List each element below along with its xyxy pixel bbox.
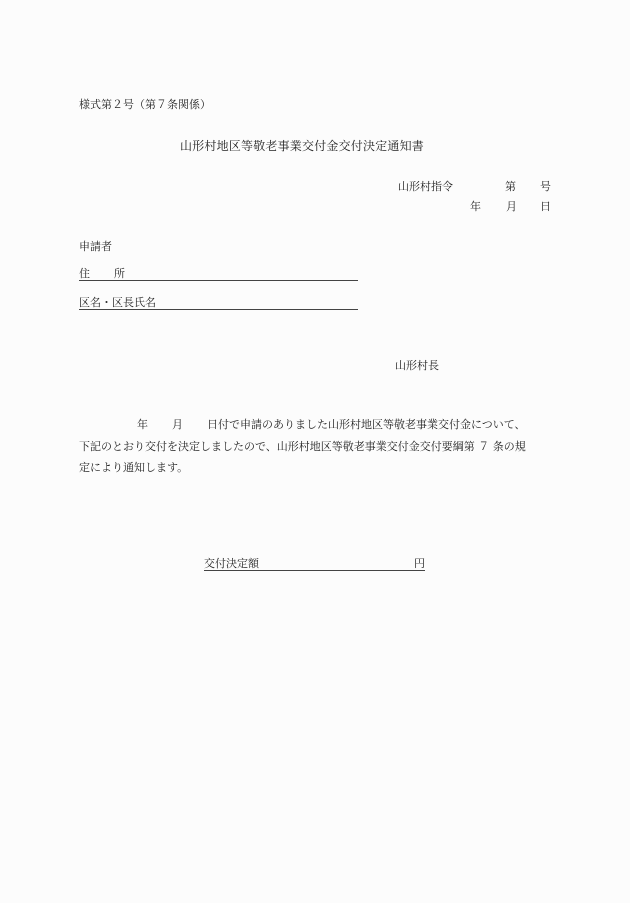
reference-number-prefix: 第 [505,180,516,193]
date-day: 日 [540,200,551,213]
notice-body [79,414,554,479]
issuer-label: 山形村指令 [398,180,453,193]
district-head-name-field[interactable] [79,294,358,310]
address-label-2: 所 [114,267,125,280]
yen-unit: 円 [414,557,425,570]
body-line-2: 下記のとおり交付を決定しましたので、山形村地区等敬老事業交付金交付要綱第 ７ 条の規 [79,439,526,453]
form-number: 様式第２号（第７条関係） [79,98,211,111]
applicant-heading: 申請者 [79,240,112,253]
district-head-name-label: 区名・区長氏名 [79,296,156,309]
address-label-1: 住 [79,267,90,280]
body-line-1 [79,414,554,436]
body-line-1-rest: 日付で申請のありました山形村地区等敬老事業交付金について、 [207,418,526,431]
reference-number-suffix: 号 [540,180,551,193]
date-year: 年 [470,200,481,213]
body-year: 年 [137,418,148,431]
body-month: 月 [172,418,183,431]
address-field[interactable] [79,265,358,281]
sender-mayor: 山形村長 [395,359,439,372]
grant-amount-field[interactable] [204,555,425,571]
date-month: 月 [506,200,517,213]
grant-amount-label: 交付決定額 [204,557,259,570]
body-line-3: 定により通知します。 [79,461,189,474]
document-title: 山形村地区等敬老事業交付金交付決定通知書 [180,139,425,153]
